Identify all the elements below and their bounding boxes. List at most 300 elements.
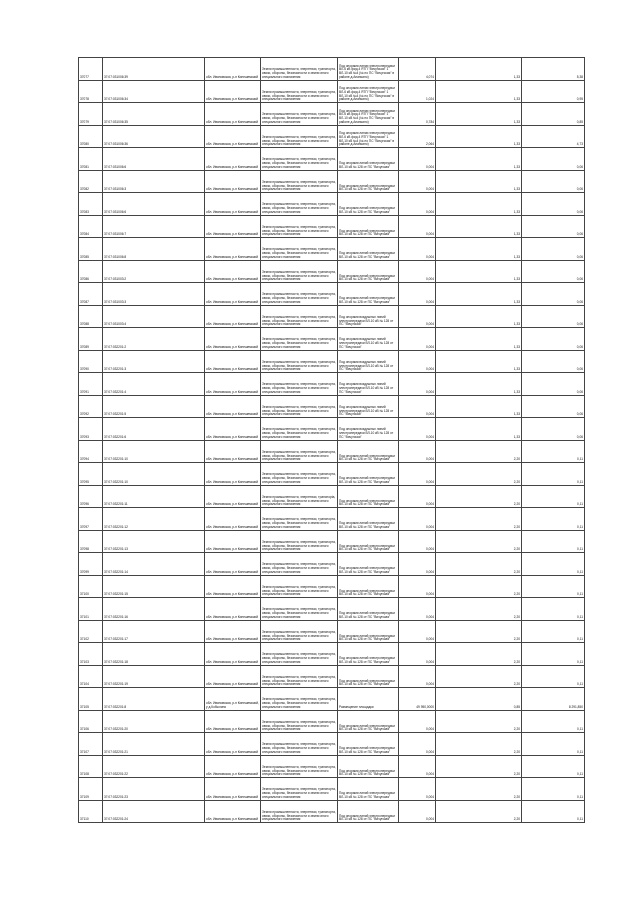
amount-cell: 0,06	[522, 170, 585, 193]
amount-cell: 0,06	[522, 418, 585, 441]
area-cell: 1,024	[399, 80, 436, 103]
cadastral-number-cell: 37:07:031006:7	[103, 215, 205, 238]
address-cell: обл. Ивановская, р-н Кинешемский	[205, 710, 261, 733]
address-cell: обл. Ивановская, р-н Кинешемский	[205, 800, 261, 823]
row-id-cell: 37081	[79, 148, 103, 171]
land-category-cell: Земли промышленности, энергетики, транспорта, связи, обороны, безопасности и земли иного специального назначения	[261, 688, 338, 711]
row-id-cell: 37091	[79, 373, 103, 396]
table-row	[79, 193, 585, 216]
address-cell: обл. Ивановская, р-н Кинешемский	[205, 778, 261, 801]
permitted-use-cell: Под опорами линий электропередачи ВЛ-10 кВ № 128 от ПС "Вичугская"	[338, 440, 399, 463]
row-id-cell: 37106	[79, 710, 103, 733]
table-row	[79, 328, 585, 351]
table-row	[79, 575, 585, 598]
address-cell: обл. Ивановская, р-н Кинешемский	[205, 80, 261, 103]
land-category-cell: Земли промышленности, энергетики, транспорта, связи, обороны, безопасности и земли иного специального назначения	[261, 215, 338, 238]
rate-cell: 1,33	[436, 418, 522, 441]
row-id-cell: 37077	[79, 58, 103, 81]
area-cell: 0,004	[399, 170, 436, 193]
row-id-cell: 37080	[79, 125, 103, 148]
row-id-cell: 37109	[79, 778, 103, 801]
land-category-cell: Земли промышленности, энергетики, транспорта, связи, обороны, безопасности и земли иного специального назначения	[261, 463, 338, 486]
row-id-cell: 37083	[79, 193, 103, 216]
address-cell: обл. Ивановская, р-н Кинешемский	[205, 283, 261, 306]
amount-cell: 0,06	[522, 283, 585, 306]
table-row	[79, 283, 585, 306]
rate-cell: 2,20	[436, 778, 522, 801]
table-row	[79, 800, 585, 823]
area-cell: 0,004	[399, 575, 436, 598]
permitted-use-cell: Под опорами воздушных линий электропередачи ВЛ-10 кВ № 128 от ПС "Вичугская"	[338, 373, 399, 396]
table-row	[79, 643, 585, 666]
rate-cell: 1,33	[436, 215, 522, 238]
rate-cell: 1,33	[436, 328, 522, 351]
area-cell: 0,004	[399, 373, 436, 396]
address-cell: обл. Ивановская, р-н Кинешемский	[205, 620, 261, 643]
permitted-use-cell: Под опорами линии электропередачи ВЛ-6 кВ фид.4 ЯТП "Вичугская" 1 ВЛ-10 кВ №4 (№ по ПС "Вичугская" в районе д.Ананьино)	[338, 125, 399, 148]
table-row	[79, 238, 585, 261]
permitted-use-cell: Под опорами линий электропередачи ВЛ-10 кВ № 128 от ПС "Вичугская"	[338, 215, 399, 238]
table-row	[79, 620, 585, 643]
row-id-cell: 37107	[79, 733, 103, 756]
rate-cell: 1,33	[436, 80, 522, 103]
rate-cell: 1,33	[436, 148, 522, 171]
rate-cell: 2,20	[436, 553, 522, 576]
table-row	[79, 418, 585, 441]
permitted-use-cell: Размещение площадки	[338, 688, 399, 711]
address-cell: обл. Ивановская, р-н Кинешемский	[205, 440, 261, 463]
permitted-use-cell: Под опорами линий электропередачи ВЛ-10 кВ № 128 от ПС "Вичугская"	[338, 553, 399, 576]
row-id-cell: 37110	[79, 800, 103, 823]
amount-cell: 0,06	[522, 148, 585, 171]
rate-cell: 2,20	[436, 755, 522, 778]
cadastral-number-cell: 37:07:032201:10	[103, 463, 205, 486]
amount-cell: 8 291,850	[522, 688, 585, 711]
area-cell: 0,004	[399, 328, 436, 351]
rate-cell: 1,33	[436, 170, 522, 193]
area-cell: 0,004	[399, 463, 436, 486]
row-id-cell: 37101	[79, 598, 103, 621]
land-category-cell: Земли промышленности, энергетики, транспорта, связи, обороны, безопасности и земли иного специального назначения	[261, 643, 338, 666]
rate-cell: 2,20	[436, 733, 522, 756]
rate-cell: 2,20	[436, 710, 522, 733]
land-category-cell: Земли промышленности, энергетики, транспорта, связи, обороны, безопасности и земли иного специального назначения	[261, 395, 338, 418]
cadastral-number-cell: 37:07:031006:36	[103, 125, 205, 148]
amount-cell: 0,11	[522, 575, 585, 598]
address-cell: обл. Ивановская, р-н Кинешемский	[205, 260, 261, 283]
cadastral-number-cell: 37:07:032201:11	[103, 485, 205, 508]
permitted-use-cell: Под опорами линий электропередачи ВЛ-10 кВ № 128 от ПС "Вичугская"	[338, 643, 399, 666]
land-category-cell: Земли промышленности, энергетики, транспорта, связи, обороны, безопасности и земли иного специального назначения	[261, 710, 338, 733]
rate-cell: 1,33	[436, 395, 522, 418]
land-category-cell: Земли промышленности, энергетики, транспорта, связи, обороны, безопасности и земли иного специального назначения	[261, 125, 338, 148]
rate-cell: 1,33	[436, 373, 522, 396]
cadastral-number-cell: 37:07:032201:5	[103, 395, 205, 418]
address-cell: обл. Ивановская, р-н Кинешемский, у д.Кобылино	[205, 688, 261, 711]
row-id-cell: 37086	[79, 260, 103, 283]
cadastral-number-cell: 37:07:032201:15	[103, 575, 205, 598]
address-cell: обл. Ивановская, р-н Кинешемский	[205, 485, 261, 508]
rate-cell: 1,33	[436, 238, 522, 261]
land-category-cell: Земли промышленности, энергетики, транспорта, связи, обороны, безопасности и земли иного специального назначения	[261, 553, 338, 576]
land-category-cell: Земли промышленности, энергетики, транспорta, связи, обороны, безопасности и земли иного специального назначения	[261, 485, 338, 508]
amount-cell: 0,11	[522, 553, 585, 576]
address-cell: обл. Ивановская, р-н Кинешемский	[205, 215, 261, 238]
rate-cell: 2,20	[436, 485, 522, 508]
land-category-cell: Земли промышленности, энергетики, транспорта, связи, обороны, безопасности и земли иного специального назначения	[261, 598, 338, 621]
amount-cell: 0,11	[522, 755, 585, 778]
amount-cell: 0,11	[522, 598, 585, 621]
rate-cell: 2,20	[436, 665, 522, 688]
cadastral-number-cell: 37:07:032201:2	[103, 328, 205, 351]
row-id-cell: 37090	[79, 350, 103, 373]
amount-cell: 0,06	[522, 215, 585, 238]
rate-cell: 1,33	[436, 305, 522, 328]
permitted-use-cell: Под опорами линий электропередачи ВЛ-10 кВ № 128 от ПС "Вичугская"	[338, 710, 399, 733]
area-cell: 0,004	[399, 395, 436, 418]
table-row	[79, 395, 585, 418]
area-cell: 0,004	[399, 553, 436, 576]
row-id-cell: 37098	[79, 530, 103, 553]
row-id-cell: 37103	[79, 643, 103, 666]
land-category-cell: Земли промышленности, энергетики, транспорта, связи, обороны, безопасности и земли иного специального назначения	[261, 800, 338, 823]
cadastral-number-cell: 37:07:031006:3	[103, 170, 205, 193]
row-id-cell: 37085	[79, 238, 103, 261]
row-id-cell: 37092	[79, 395, 103, 418]
address-cell: обл. Ивановская, р-н Кинешемский	[205, 103, 261, 126]
table-row	[79, 373, 585, 396]
cadastral-number-cell: 37:07:032201:22	[103, 755, 205, 778]
land-category-cell: Земли промышленности, энергетики, транспорта, связи, обороны, безопасности и земли иного специального назначения	[261, 508, 338, 531]
table-row	[79, 463, 585, 486]
amount-cell: 0,11	[522, 440, 585, 463]
land-category-cell: Земли промышленности, энергетики, транспорта, связи, обороны, безопасности и земли иного специального назначения	[261, 778, 338, 801]
row-id-cell: 37096	[79, 485, 103, 508]
row-id-cell: 37078	[79, 80, 103, 103]
permitted-use-cell: Под опорами линий электропередачи ВЛ-10 кВ № 128 от ПС "Вичугская"	[338, 238, 399, 261]
address-cell: обл. Ивановская, р-н Кинешемский	[205, 350, 261, 373]
table-row	[79, 170, 585, 193]
row-id-cell: 37099	[79, 553, 103, 576]
permitted-use-cell: Под опорами линий электропередачи ВЛ-10 кВ № 128 от ПС "Вичугская"	[338, 778, 399, 801]
cadastral-number-cell: 37:07:032201:6	[103, 418, 205, 441]
rate-cell: 2,20	[436, 463, 522, 486]
land-category-cell: Земли промышленности, энергетики, транспорта, связи, обороны, безопасности и земли иного специального назначения	[261, 418, 338, 441]
land-category-cell: Земли промышленности, энергетики, транспорта, связи, обороны, безопасности и земли иного специального назначения	[261, 58, 338, 81]
area-cell: 0,004	[399, 530, 436, 553]
land-category-cell: Земли промышленности, энергетики, транспорта, связи, обороны, безопасности и земли иного специального назначения	[261, 733, 338, 756]
address-cell: обл. Ивановская, р-н Кинешемский	[205, 575, 261, 598]
address-cell: обл. Ивановская, р-н Кинешемский	[205, 305, 261, 328]
table-row	[79, 485, 585, 508]
table-row	[79, 530, 585, 553]
row-id-cell: 37094	[79, 440, 103, 463]
cadastral-number-cell: 37:07:032201:20	[103, 710, 205, 733]
land-category-cell: Земли промышленности, энергетики, транспорта, связи, обороны, безопасности и земли иного специального назначения	[261, 755, 338, 778]
row-id-cell: 37097	[79, 508, 103, 531]
address-cell: обл. Ивановская, р-н Кинешемский	[205, 643, 261, 666]
amount-cell: 0,11	[522, 665, 585, 688]
land-category-cell: Земли промышленности, энергетики, транспорта, связи, обороны, безопасности и земли иного специального назначения	[261, 620, 338, 643]
table-row	[79, 305, 585, 328]
permitted-use-cell: Под опорами воздушных линий электропередачи ВЛ-10 кВ № 128 от ПС "Вичугская"	[338, 305, 399, 328]
land-category-cell: Земли промышленности, энергетики, транспорта, связи, обороны, безопасности и земли иного специального назначения	[261, 260, 338, 283]
table-row	[79, 260, 585, 283]
cadastral-number-cell: 37:07:032201:10	[103, 440, 205, 463]
row-id-cell: 37093	[79, 418, 103, 441]
area-cell: 0,004	[399, 350, 436, 373]
cadastral-number-cell: 37:07:031003:2	[103, 260, 205, 283]
cadastral-number-cell: 37:07:032201:3	[103, 350, 205, 373]
cadastral-number-cell: 37:07:031006:34	[103, 80, 205, 103]
address-cell: обл. Ивановская, р-н Кинешемский	[205, 170, 261, 193]
land-category-cell: Земли промышленности, энергетики, транспорта, связи, обороны, безопасности и земли иного специального назначения	[261, 238, 338, 261]
land-category-cell: Земли промышленности, энергетики, транспорта, связи, обороны, безопасности и земли иного специального назначения	[261, 328, 338, 351]
area-cell: 4,074	[399, 58, 436, 81]
row-id-cell: 37095	[79, 463, 103, 486]
rate-cell: 1,33	[436, 283, 522, 306]
table-row	[79, 148, 585, 171]
area-cell: 0,004	[399, 148, 436, 171]
rate-cell: 1,33	[436, 103, 522, 126]
row-id-cell: 37105	[79, 688, 103, 711]
permitted-use-cell: Под опорами линий электропередачи ВЛ-10 кВ № 128 от ПС "Вичугская"	[338, 260, 399, 283]
permitted-use-cell: Под опорами линий электропередачи ВЛ-10 кВ № 128 от ПС "Вичугская"	[338, 148, 399, 171]
permitted-use-cell: Под опорами линий электропередачи ВЛ-10 кВ № 128 от ПС "Вичугская"	[338, 620, 399, 643]
rate-cell: 1,33	[436, 125, 522, 148]
amount-cell: 0,11	[522, 643, 585, 666]
table-row	[79, 80, 585, 103]
cadastral-number-cell: 37:07:031006:39	[103, 58, 205, 81]
row-id-cell: 37084	[79, 215, 103, 238]
land-category-cell: Земли промышленности, энергетики, транспорта, связи, обороны, безопасности и земли иного специального назначения	[261, 80, 338, 103]
address-cell: обл. Ивановская, р-н Кинешемский	[205, 373, 261, 396]
permitted-use-cell: Под опорами линий электропередачи ВЛ-10 кВ № 128 от ПС "Вичугская"	[338, 733, 399, 756]
cadastral-number-cell: 37:07:031006:8	[103, 238, 205, 261]
permitted-use-cell: Под опорами воздушных линий электропередачи ВЛ-10 кВ № 128 от ПС "Вичугская"	[338, 350, 399, 373]
cadastral-number-cell: 37:07:032201:23	[103, 778, 205, 801]
address-cell: обл. Ивановская, р-н Кинешемский	[205, 58, 261, 81]
area-cell: 49 950,0000	[399, 688, 436, 711]
row-id-cell: 37087	[79, 283, 103, 306]
cadastral-number-cell: 37:07:032201:17	[103, 620, 205, 643]
permitted-use-cell: Под опорами линии электропередачи ВЛ-6 кВ фид.4 ЯТП "Вичугская" 1 ВЛ-10 кВ №4 (№ по ПС "Вичугская" в районе д.Ананьино)	[338, 80, 399, 103]
permitted-use-cell: Под опорами линии электропередачи ВЛ-6 кВ фид.4 ЯТП "Вичугская" 1 ВЛ-10 кВ №4 (№ по ПС "Вичугская" в районе д.Ананьино)	[338, 58, 399, 81]
rate-cell: 2,20	[436, 620, 522, 643]
cadastral-number-cell: 37:07:032201:18	[103, 643, 205, 666]
address-cell: обл. Ивановская, р-н Кинешемский	[205, 755, 261, 778]
cadastral-number-cell: 37:07:031006:6	[103, 193, 205, 216]
rate-cell: 1,33	[436, 58, 522, 81]
land-category-cell: Земли промышленности, энергетики, транспорта, связи, обороны, безопасности и земли иного специального назначения	[261, 373, 338, 396]
amount-cell: 4,73	[522, 125, 585, 148]
amount-cell: 0,11	[522, 733, 585, 756]
area-cell: 0,004	[399, 733, 436, 756]
amount-cell: 0,06	[522, 260, 585, 283]
area-cell: 0,004	[399, 238, 436, 261]
permitted-use-cell: Под опорами воздушных линий электропередачи ВЛ-10 кВ № 128 от ПС "Вичугская"	[338, 395, 399, 418]
amount-cell: 0,06	[522, 328, 585, 351]
area-cell: 0,004	[399, 755, 436, 778]
amount-cell: 0,95	[522, 80, 585, 103]
cadastral-number-cell: 37:07:031006:35	[103, 103, 205, 126]
permitted-use-cell: Под опорами линий электропередачи ВЛ-10 кВ № 128 от ПС "Вичугская"	[338, 508, 399, 531]
rate-cell: 1,33	[436, 260, 522, 283]
permitted-use-cell: Под опорами линий электропередачи ВЛ-10 кВ № 128 от ПС "Вичугская"	[338, 800, 399, 823]
permitted-use-cell: Под опорами линии электропередачи ВЛ-6 кВ фид.4 ЯТП "Вичугская" 1 ВЛ-10 кВ №4 (№ по ПС "Вичугская" в районе д.Ананьино)	[338, 103, 399, 126]
area-cell: 0,004	[399, 260, 436, 283]
row-id-cell: 37088	[79, 305, 103, 328]
area-cell: 0,004	[399, 418, 436, 441]
land-category-cell: Земли промышленности, энергетики, транспорта, связи, обороны, безопасности и земли иного специального назначения	[261, 283, 338, 306]
amount-cell: 0,11	[522, 620, 585, 643]
permitted-use-cell: Под опорами линий электропередачи ВЛ-10 кВ № 128 от ПС "Вичугская"	[338, 170, 399, 193]
table-row	[79, 553, 585, 576]
row-id-cell: 37082	[79, 170, 103, 193]
area-cell: 0,004	[399, 305, 436, 328]
amount-cell: 0,06	[522, 305, 585, 328]
rate-cell: 2,20	[436, 800, 522, 823]
table-row	[79, 755, 585, 778]
table-row	[79, 440, 585, 463]
rate-cell: 1,33	[436, 350, 522, 373]
cadastral-number-cell: 37:07:031003:3	[103, 283, 205, 306]
amount-cell: 0,06	[522, 193, 585, 216]
table-row	[79, 58, 585, 81]
permitted-use-cell: Под опорами линий электропередачи ВЛ-10 кВ № 128 от ПС "Вичугская"	[338, 598, 399, 621]
address-cell: обл. Ивановская, р-н Кинешемский	[205, 418, 261, 441]
amount-cell: 5,38	[522, 58, 585, 81]
land-category-cell: Земли промышленности, энергетики, транспорта, связи, обороны, безопасности и земли иного специального назначения	[261, 148, 338, 171]
table-row	[79, 733, 585, 756]
permitted-use-cell: Под опорами линий электропередачи ВЛ-10 кВ № 128 от ПС "Вичугская"	[338, 575, 399, 598]
area-cell: 0,004	[399, 778, 436, 801]
amount-cell: 0,06	[522, 350, 585, 373]
amount-cell: 0,11	[522, 485, 585, 508]
land-category-cell: Земли промышленности, энергетики, транспорта, связи, обороны, безопасности и земли иного специального назначения	[261, 305, 338, 328]
table-row	[79, 508, 585, 531]
rate-cell: 2,20	[436, 643, 522, 666]
row-id-cell: 37089	[79, 328, 103, 351]
address-cell: обл. Ивановская, р-н Кинешемский	[205, 395, 261, 418]
land-category-cell: Земли промышленности, энергетики, транспорта, связи, обороны, безопасности и земли иного специального назначения	[261, 575, 338, 598]
row-id-cell: 37104	[79, 665, 103, 688]
address-cell: обл. Ивановская, р-н Кинешемский	[205, 463, 261, 486]
amount-cell: 0,11	[522, 778, 585, 801]
address-cell: обл. Ивановская, р-н Кинешемский	[205, 193, 261, 216]
land-category-cell: Земли промышленности, энергетики, транспорта, связи, обороны, безопасности и земли иного специального назначения	[261, 665, 338, 688]
land-category-cell: Земли промышленности, энергетики, транспорта, связи, обороны, безопасности и земли иного специального назначения	[261, 170, 338, 193]
table-body	[79, 58, 585, 823]
table-row	[79, 103, 585, 126]
rate-cell: 2,20	[436, 598, 522, 621]
area-cell: 0,004	[399, 440, 436, 463]
table-row	[79, 710, 585, 733]
table-row	[79, 665, 585, 688]
area-cell: 0,004	[399, 643, 436, 666]
address-cell: обл. Ивановская, р-н Кинешемский	[205, 148, 261, 171]
area-cell: 0,784	[399, 103, 436, 126]
land-category-cell: Земли промышленности, энергетики, транспорта, связи, обороны, безопасности и земли иного специального назначения	[261, 350, 338, 373]
cadastral-number-cell: 37:07:031006:6	[103, 148, 205, 171]
cadastral-number-cell: 37:07:032201:4	[103, 373, 205, 396]
permitted-use-cell: Под опорами воздушных линий электропередачи ВЛ-10 кВ № 128 от ПС "Вичугская"	[338, 328, 399, 351]
permitted-use-cell: Под опорами линий электропередачи ВЛ-10 кВ № 128 от ПС "Вичугская"	[338, 463, 399, 486]
permitted-use-cell: Под опорами линий электропередачи ВЛ-10 кВ № 128 от ПС "Вичугская"	[338, 755, 399, 778]
address-cell: обл. Ивановская, р-н Кинешемский	[205, 665, 261, 688]
area-cell: 0,004	[399, 800, 436, 823]
cadastral-number-cell: 37:07:032201:19	[103, 665, 205, 688]
area-cell: 0,004	[399, 193, 436, 216]
address-cell: обл. Ивановская, р-н Кинешемский	[205, 508, 261, 531]
cadastral-number-cell: 37:07:032201:21	[103, 733, 205, 756]
permitted-use-cell: Под опорами линий электропередачи ВЛ-10 кВ № 128 от ПС "Вичугская"	[338, 665, 399, 688]
area-cell: 0,004	[399, 665, 436, 688]
area-cell: 0,004	[399, 598, 436, 621]
land-category-cell: Земли промышленности, энергетики, транспорта, связи, обороны, безопасности и земли иного специального назначения	[261, 193, 338, 216]
area-cell: 0,004	[399, 620, 436, 643]
address-cell: обл. Ивановская, р-н Кинешемский	[205, 238, 261, 261]
amount-cell: 0,11	[522, 800, 585, 823]
table-row	[79, 778, 585, 801]
land-category-cell: Земли промышленности, энергетики, транспорта, связи, обороны, безопасности и земли иного специального назначения	[261, 440, 338, 463]
permitted-use-cell: Под опорами линий электропередачи ВЛ-10 кВ № 128 от ПС "Вичугская"	[338, 485, 399, 508]
rate-cell: 2,20	[436, 575, 522, 598]
cadastral-number-cell: 37:07:032201:8	[103, 688, 205, 711]
cadastral-number-cell: 37:07:032201:12	[103, 508, 205, 531]
area-cell: 0,004	[399, 485, 436, 508]
row-id-cell: 37102	[79, 620, 103, 643]
address-cell: обл. Ивановская, р-н Кинешемский	[205, 328, 261, 351]
area-cell: 0,004	[399, 508, 436, 531]
cadastral-number-cell: 37:07:032201:13	[103, 530, 205, 553]
amount-cell: 0,11	[522, 463, 585, 486]
table-row	[79, 125, 585, 148]
permitted-use-cell: Под опорами линий электропередачи ВЛ-10 кВ № 128 от ПС "Вичугская"	[338, 193, 399, 216]
amount-cell: 0,11	[522, 530, 585, 553]
rate-cell: 2,20	[436, 508, 522, 531]
land-category-cell: Земли промышленности, энергетики, транспорта, связи, обороны, безопасности и земли иного специального назначения	[261, 103, 338, 126]
amount-cell: 0,11	[522, 710, 585, 733]
table-row	[79, 688, 585, 711]
permitted-use-cell: Под опорами линий электропередачи ВЛ-10 кВ № 128 от ПС "Вичугская"	[338, 283, 399, 306]
table-row	[79, 215, 585, 238]
cadastral-number-cell: 37:07:031003:4	[103, 305, 205, 328]
amount-cell: 0,06	[522, 395, 585, 418]
address-cell: обл. Ивановская, р-н Кинешемский	[205, 125, 261, 148]
amount-cell: 0,06	[522, 373, 585, 396]
area-cell: 0,004	[399, 710, 436, 733]
rate-cell: 2,20	[436, 440, 522, 463]
permitted-use-cell: Под опорами линий электропередачи ВЛ-10 кВ № 128 от ПС "Вичугская"	[338, 530, 399, 553]
area-cell: 0,004	[399, 283, 436, 306]
cadastral-number-cell: 37:07:032201:24	[103, 800, 205, 823]
row-id-cell: 37108	[79, 755, 103, 778]
cadastral-number-cell: 37:07:032201:14	[103, 553, 205, 576]
rate-cell: 0,85	[436, 688, 522, 711]
area-cell: 2,064	[399, 125, 436, 148]
row-id-cell: 37079	[79, 103, 103, 126]
cadastral-number-cell: 37:07:032201:16	[103, 598, 205, 621]
land-category-cell: Земли промышленности, энергетики, транспорта, связи, обороны, безопасности и земли иного специального назначения	[261, 530, 338, 553]
rate-cell: 1,33	[436, 193, 522, 216]
address-cell: обл. Ивановская, р-н Кинешемский	[205, 553, 261, 576]
row-id-cell: 37100	[79, 575, 103, 598]
table-row	[79, 598, 585, 621]
amount-cell: 0,06	[522, 238, 585, 261]
amount-cell: 0,85	[522, 103, 585, 126]
area-cell: 0,004	[399, 215, 436, 238]
